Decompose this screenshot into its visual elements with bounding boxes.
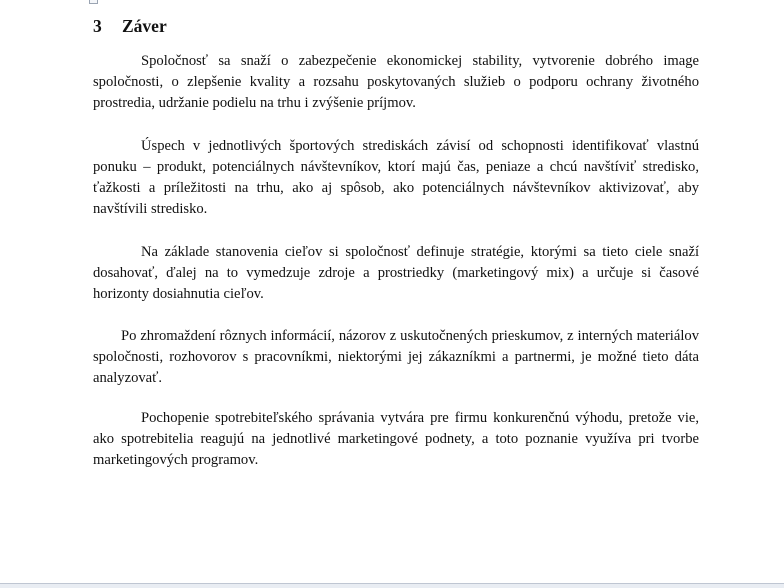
paragraph-text[interactable]: Pochopenie spotrebiteľského správania vytvára pre firmu konkurenčnú výhodu, pretože vie, ako spotrebitelia reagujú na jednotlivé marketingové podnety, a toto poznanie využíva pri tvorbe marketingových programov.: [93, 410, 699, 468]
section-heading: [93, 15, 167, 37]
paragraph-text[interactable]: Na základe stanovenia cieľov si spoločnosť definuje stratégie, ktorými sa tieto ciele snaží dosahovať, ďalej na to vymedzuje zdroje a prostriedky (marketingový mix) a určuje si časové horizonty dosiahnutia cieľov.: [93, 244, 699, 302]
paragraph-3: [93, 242, 699, 305]
section-number: 3: [93, 16, 102, 36]
paragraph-text[interactable]: Úspech v jednotlivých športových strediskách závisí od schopnosti identifikovať vlastnú ponuku – produkt, potenciálnych návštevníkov, ktorí majú čas, peniaze a chcú navštíviť stredisko, ťažkosti a príležitosti na trhu, ako aj spôsob, ako potenciálnych návštevníkov aktivizovať, aby navštívili stredisko.: [93, 138, 699, 217]
paragraph-1: [93, 51, 699, 114]
text-boundary-mark: [89, 0, 98, 4]
paragraph-text[interactable]: Spoločnosť sa snaží o zabezpečenie ekonomickej stability, vytvorenie dobrého image spoločnosti, o zlepšenie kvality a rozsahu poskytovaných služieb o podporu ochrany životného prostredia, udržanie podielu na trhu i zvýšenie príjmov.: [93, 53, 699, 111]
paragraph-5: [93, 408, 699, 471]
paragraph-2: [93, 136, 699, 220]
paragraph-4: [93, 326, 699, 389]
section-title: Záver: [122, 16, 167, 36]
page-bottom-shadow: [0, 584, 784, 588]
paragraph-text[interactable]: Po zhromaždení rôznych informácií, názorov z uskutočnených prieskumov, z interných materiálov spoločnosti, rozhovorov s pracovníkmi, niektorými jej zákazníkmi a partnermi, je možné tieto dáta analyzovať.: [93, 328, 699, 386]
